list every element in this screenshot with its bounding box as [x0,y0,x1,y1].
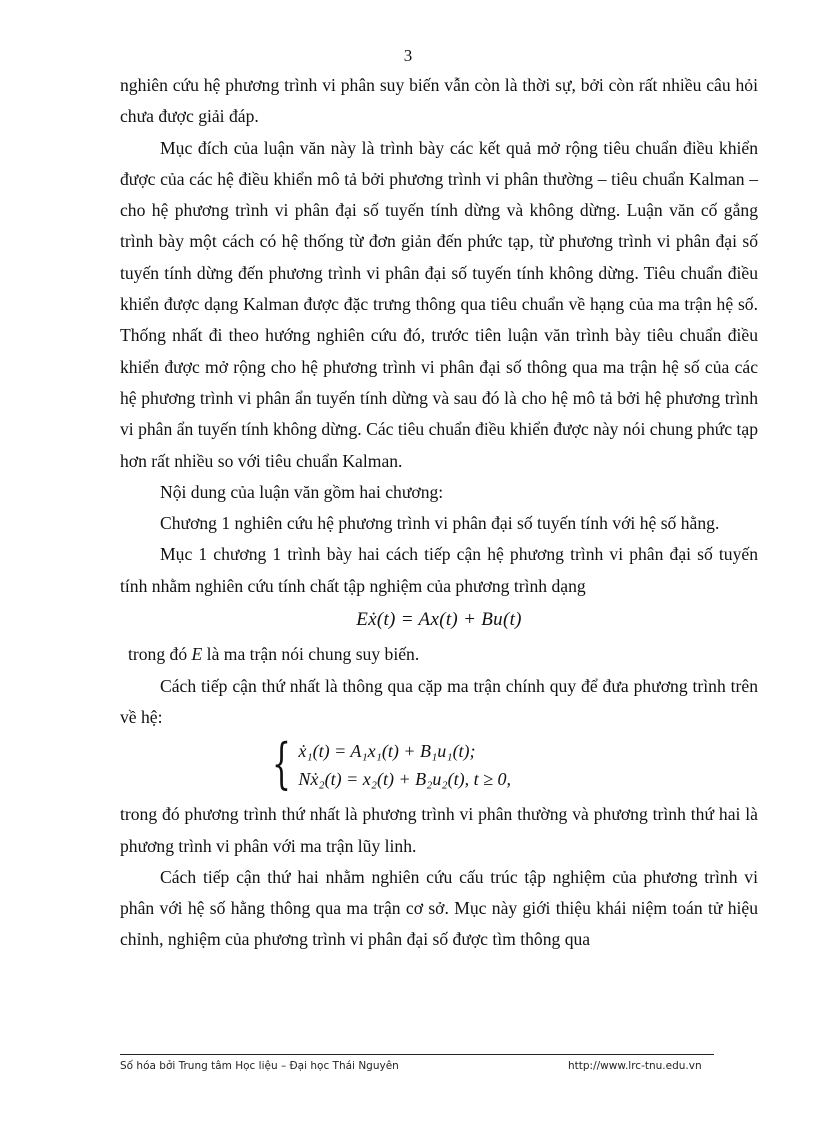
where-suffix: là ma trận nói chung suy biến. [202,644,420,665]
paragraph-purpose: Mục đích của luận văn này là trình bày các kết quả mở rộng tiêu chuẩn điều khiển được của các hệ điều khiển mô tả bởi phương trình vi phân thường – tiêu chuẩn Kalman – cho hệ phương trình vi phân đại số tuyến tính dừng và không dừng. Luận văn cố gắng trình bày một cách có hệ thống từ đơn giản đến phức tạp, từ phương trình vi phân đại số tuyến tính dừng đến phương trình vi phân đại số tuyến tính không dừng. Tiêu chuẩn điều khiển được dạng Kalman được đặc trưng thông qua tiêu chuẩn về hạng của ma trận hệ số. Thống nhất đi theo hướng nghiên cứu đó, trước tiên luận văn trình bày tiêu chuẩn điều khiển được mở rộng cho hệ phương trình vi phân đại số thông qua ma trận hệ số của các hệ phương trình vi phân ẩn tuyến tính dừng và sau đó là cho hệ mô tả bởi hệ phương trình vi phân ẩn tuyến tính không dừng. Các tiêu chuẩn điều khiển được này nói chung phức tạp hơn rất nhiều so với tiêu chuẩn Kalman. [120,137,758,471]
paragraph-chapter-1: Chương 1 nghiên cứu hệ phương trình vi phân đại số tuyến tính với hệ số hằng. [160,513,720,534]
equation-line-1: ẋ₁(t) = A₁x₁(t) + B₁u₁(t); [298,741,476,762]
equation-line-2: Nẋ₂(t) = x₂(t) + B₂u₂(t), t ≥ 0, [298,769,512,790]
paragraph-continuation: nghiên cứu hệ phương trình vi phân suy biến vẫn còn là thời sự, bởi còn rất nhiều câu hỏi chưa được giải đáp. [120,75,758,127]
paragraph-approach-2: Cách tiếp cận thứ hai nhằm nghiên cứu cấu trúc tập nghiệm của phương trình vi phân với hệ số hằng thông qua ma trận cơ sở. Mục này giới thiệu khái niệm toán tử hiệu chỉnh, nghiệm của phương trình vi phân đại số được tìm thông qua [120,866,758,950]
page-number: 3 [403,46,413,65]
equation-system [272,732,758,796]
equation-system-lines [298,737,511,793]
paragraph-after-system: trong đó phương trình thứ nhất là phương trình vi phân thường và phương trình thứ hai là phương trình vi phân với ma trận lũy linh. [120,804,758,856]
paragraph-contents-intro: Nội dung của luận văn gồm hai chương: [160,481,444,502]
matrix-e-symbol: E [191,644,203,665]
paragraph-where-e [120,639,758,670]
footer-url: http://www.lrc-tnu.edu.vn [568,1060,702,1072]
paragraph-section-1: Mục 1 chương 1 trình bày hai cách tiếp cận hệ phương trình vi phân đại số tuyến tính nhằm nghiên cứu tính chất tập nghiệm của phương trình dạng [120,544,758,596]
left-brace: { [272,732,291,796]
footer-divider [120,1054,714,1055]
main-text [120,70,758,956]
equation-descriptor-system: Eẋ(t) = Ax(t) + Bu(t) [356,609,522,631]
paragraph-approach-1: Cách tiếp cận thứ nhất là thông qua cặp ma trận chính quy để đưa phương trình trên về hệ: [120,675,758,727]
where-prefix: trong đó [128,644,192,665]
footer-source: Số hóa bởi Trung tâm Học liệu – Đại học Thái Nguyên [120,1060,399,1072]
